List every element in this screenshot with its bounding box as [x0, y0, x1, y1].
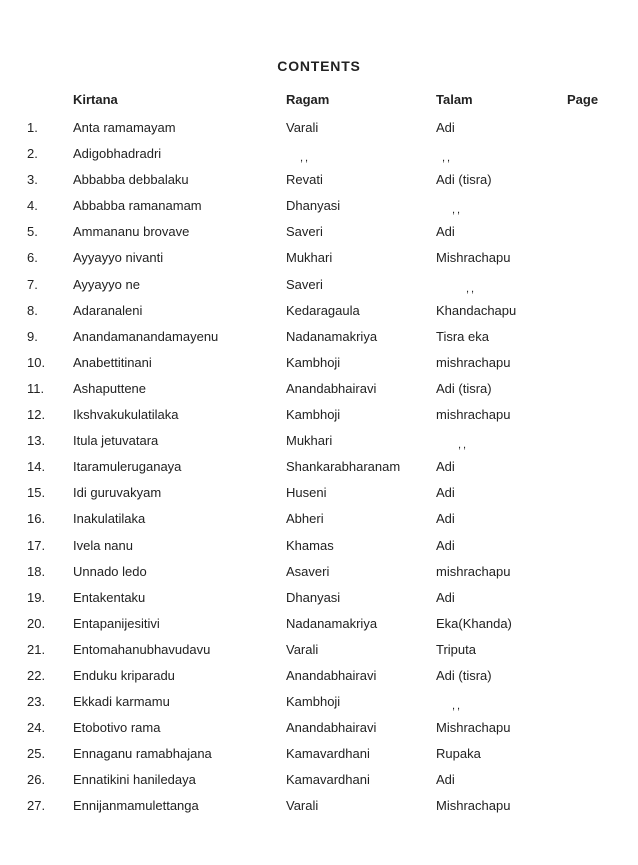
row-ragam: Khamas	[286, 537, 334, 553]
row-ragam: ,,	[300, 152, 311, 165]
row-ragam: Varali	[286, 798, 319, 814]
table-row	[0, 224, 638, 250]
row-ragam: Kambhoji	[286, 354, 341, 370]
row-number: 26.	[27, 772, 46, 788]
row-ragam: Dhanyasi	[286, 198, 341, 214]
row-talam: Rupaka	[436, 746, 481, 762]
row-number: 14.	[27, 459, 46, 475]
table-row	[0, 485, 638, 511]
table-row	[0, 407, 638, 433]
table-row	[0, 459, 638, 485]
row-talam: Tisra eka	[436, 328, 489, 344]
row-ragam: Shankarabharanam	[286, 459, 401, 475]
row-number: 17.	[27, 537, 46, 553]
row-number: 20.	[27, 615, 46, 631]
row-number: 6.	[27, 250, 38, 266]
row-talam: Khandachapu	[436, 302, 517, 318]
row-kirtana: Ennijanmamulettanga	[73, 798, 199, 814]
row-number: 18.	[27, 563, 46, 579]
row-number: 12.	[27, 407, 46, 423]
row-kirtana: Anabettitinani	[73, 354, 152, 370]
table-row	[0, 511, 638, 537]
row-ragam: Varali	[286, 641, 319, 657]
row-number: 10.	[27, 354, 46, 370]
table-row	[0, 329, 638, 355]
table-header	[0, 92, 638, 110]
row-talam: Adi	[436, 459, 455, 475]
row-ragam: Asaveri	[286, 563, 330, 579]
row-kirtana: Anandamanandamayenu	[73, 328, 219, 344]
row-talam: mishrachapu	[436, 354, 511, 370]
row-kirtana: Ashaputtene	[73, 380, 147, 396]
table-row	[0, 198, 638, 224]
row-kirtana: Etobotivo rama	[73, 720, 161, 736]
header-talam: Talam	[436, 92, 473, 107]
page-title: CONTENTS	[277, 58, 361, 74]
row-kirtana: Ivela nanu	[73, 537, 133, 553]
row-number: 23.	[27, 694, 46, 710]
row-ragam: Kambhoji	[286, 694, 341, 710]
table-row	[0, 433, 638, 459]
table-row	[0, 146, 638, 172]
table-row	[0, 772, 638, 798]
table-row	[0, 355, 638, 381]
table-row	[0, 538, 638, 564]
row-number: 25.	[27, 746, 46, 762]
row-kirtana: Ikshvakukulatilaka	[73, 407, 179, 423]
row-number: 24.	[27, 720, 46, 736]
row-number: 3.	[27, 172, 38, 188]
row-talam: ,,	[452, 700, 463, 713]
row-ragam: Nadanamakriya	[286, 615, 378, 631]
row-ragam: Saveri	[286, 276, 323, 292]
row-talam: Adi (tisra)	[436, 380, 492, 396]
header-ragam: Ragam	[286, 92, 330, 107]
row-ragam: Mukhari	[286, 250, 333, 266]
row-number: 13.	[27, 433, 46, 449]
header-page: Page	[567, 92, 599, 107]
row-talam: Adi	[436, 511, 455, 527]
table-row	[0, 564, 638, 590]
table-row	[0, 303, 638, 329]
row-number: 22.	[27, 667, 46, 683]
row-ragam: Nadanamakriya	[286, 328, 378, 344]
table-row	[0, 277, 638, 303]
table-row	[0, 616, 638, 642]
table-row	[0, 120, 638, 146]
contents-table	[0, 120, 638, 825]
table-row	[0, 381, 638, 407]
row-talam: Adi (tisra)	[436, 667, 492, 683]
table-row	[0, 250, 638, 276]
row-number: 11.	[27, 380, 45, 396]
row-number: 1.	[27, 120, 38, 135]
row-ragam: Anandabhairavi	[286, 667, 377, 683]
row-ragam: Anandabhairavi	[286, 380, 377, 396]
row-talam: Adi	[436, 224, 455, 240]
row-talam: ,,	[442, 152, 453, 165]
row-talam: Triputa	[436, 641, 476, 657]
row-number: 21.	[27, 641, 46, 657]
row-number: 8.	[27, 302, 38, 318]
row-kirtana: Unnado ledo	[73, 563, 147, 579]
row-ragam: Kamavardhani	[286, 746, 370, 762]
table-row	[0, 798, 638, 824]
row-talam: Mishrachapu	[436, 720, 511, 736]
row-talam: Mishrachapu	[436, 798, 511, 814]
table-row	[0, 746, 638, 772]
row-talam: Mishrachapu	[436, 250, 511, 266]
row-kirtana: Entakentaku	[73, 589, 146, 605]
row-ragam: Anandabhairavi	[286, 720, 377, 736]
row-ragam: Kamavardhani	[286, 772, 370, 788]
row-kirtana: Ayyayyo nivanti	[73, 250, 164, 266]
row-kirtana: Itula jetuvatara	[73, 433, 159, 449]
row-kirtana: Idi guruvakyam	[73, 485, 162, 501]
row-talam: mishrachapu	[436, 407, 511, 423]
row-number: 2.	[27, 146, 38, 162]
row-talam: Adi	[436, 485, 455, 501]
row-talam: Eka(Khanda)	[436, 615, 512, 631]
row-ragam: Mukhari	[286, 433, 333, 449]
row-talam: Adi	[436, 120, 455, 135]
row-kirtana: Ekkadi karmamu	[73, 694, 170, 710]
table-row	[0, 720, 638, 746]
row-ragam: Abheri	[286, 511, 324, 527]
row-number: 9.	[27, 328, 38, 344]
header-kirtana: Kirtana	[73, 92, 118, 107]
row-talam: Adi	[436, 589, 455, 605]
row-kirtana: Entomahanubhavudavu	[73, 641, 211, 657]
row-ragam: Varali	[286, 120, 319, 135]
row-number: 5.	[27, 224, 38, 240]
row-number: 4.	[27, 198, 38, 214]
table-row	[0, 590, 638, 616]
row-kirtana: Anta ramamayam	[73, 120, 176, 135]
row-number: 27.	[27, 798, 46, 814]
row-talam: ,,	[458, 439, 469, 452]
row-kirtana: Adigobhadradri	[73, 146, 162, 162]
row-talam: ,,	[466, 282, 477, 295]
row-talam: Adi	[436, 537, 455, 553]
table-row	[0, 642, 638, 668]
row-talam: Adi	[436, 772, 455, 788]
row-kirtana: Itaramuleruganaya	[73, 459, 182, 475]
table-row	[0, 694, 638, 720]
row-kirtana: Ammananu brovave	[73, 224, 190, 240]
row-number: 19.	[27, 589, 46, 605]
row-ragam: Revati	[286, 172, 323, 188]
row-kirtana: Abbabba ramanamam	[73, 198, 202, 214]
row-ragam: Dhanyasi	[286, 589, 341, 605]
row-kirtana: Ayyayyo ne	[73, 276, 140, 292]
row-ragam: Kambhoji	[286, 407, 341, 423]
row-kirtana: Entapanijesitivi	[73, 615, 160, 631]
row-talam: ,,	[452, 204, 463, 217]
row-ragam: Saveri	[286, 224, 323, 240]
row-kirtana: Adaranaleni	[73, 302, 143, 318]
row-ragam: Huseni	[286, 485, 327, 501]
row-kirtana: Enduku kriparadu	[73, 667, 175, 683]
table-row	[0, 172, 638, 198]
row-ragam: Kedaragaula	[286, 302, 360, 318]
row-kirtana: Inakulatilaka	[73, 511, 146, 527]
row-talam: mishrachapu	[436, 563, 511, 579]
row-number: 7.	[27, 276, 38, 292]
row-number: 16.	[27, 511, 46, 527]
row-number: 15.	[27, 485, 46, 501]
table-row	[0, 668, 638, 694]
row-kirtana: Abbabba debbalaku	[73, 172, 189, 188]
row-talam: Adi (tisra)	[436, 172, 492, 188]
row-kirtana: Ennaganu ramabhajana	[73, 746, 212, 762]
row-kirtana: Ennatikini haniledaya	[73, 772, 196, 788]
